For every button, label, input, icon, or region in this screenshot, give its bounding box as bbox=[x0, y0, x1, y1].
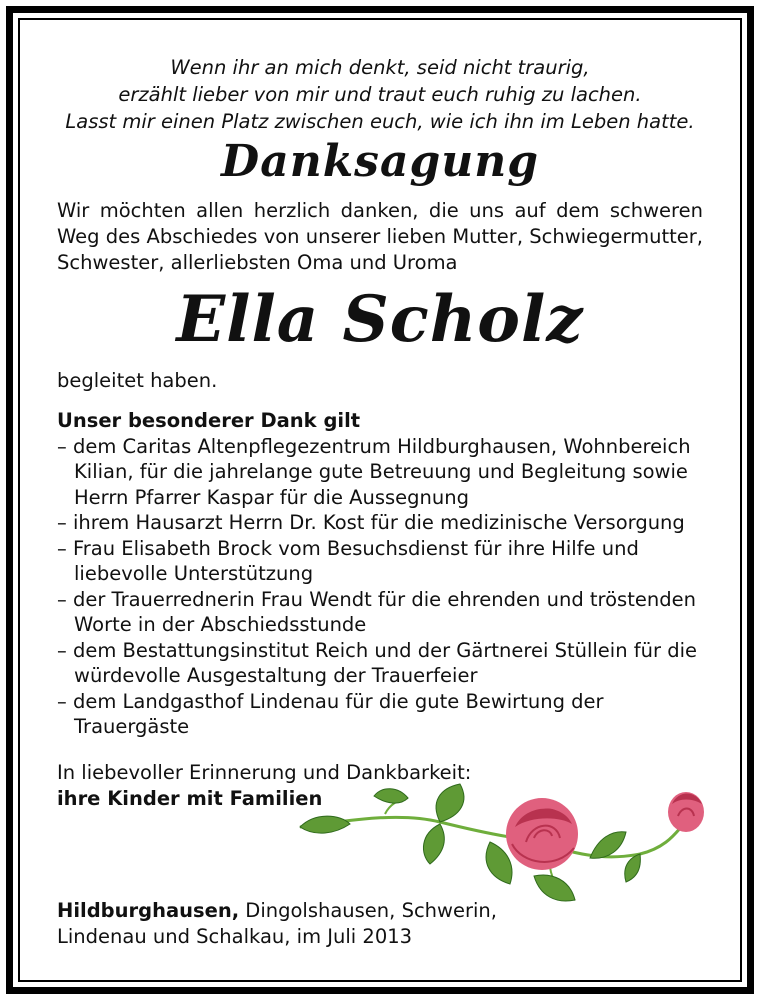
closing-family: ihre Kinder mit Familien bbox=[57, 787, 323, 810]
intro-line: Schwester, allerliebsten Oma und Uroma bbox=[57, 251, 458, 274]
thanks-lead: Unser besonderer Dank gilt bbox=[57, 409, 361, 432]
place-bold: Hildburghausen, bbox=[57, 899, 240, 922]
thanks-item: – dem Bestattungsinstitut Reich und der Gärtnerei Stüllein für die würdevolle Ausgestaltung der Trauerfeier bbox=[57, 638, 697, 687]
small-rose bbox=[668, 792, 704, 832]
deceased-name: Ella Scholz bbox=[176, 282, 584, 357]
thanks-item: – ihrem Hausarzt Herrn Dr. Kost für die medizinische Versorgung bbox=[57, 511, 685, 534]
heading: Danksagung bbox=[221, 136, 539, 187]
place-date bbox=[57, 898, 497, 950]
thanks-list bbox=[57, 434, 703, 740]
place-line-2: Lindenau und Schalkau, im Juli 2013 bbox=[57, 925, 413, 948]
poem bbox=[40, 54, 720, 135]
large-rose bbox=[506, 798, 578, 870]
thanks-item: – der Trauerrednerin Frau Wendt für die ehrenden und tröstenden Worte in der Abschiedsstunde bbox=[57, 587, 696, 636]
closing-line: In liebevoller Erinnerung und Dankbarkeit: bbox=[57, 761, 472, 784]
thanks-section bbox=[57, 408, 703, 740]
place-line-1 bbox=[57, 898, 497, 924]
poem-line: Lasst mir einen Platz zwischen euch, wie ich ihn im Leben hatte. bbox=[65, 110, 695, 133]
thanks-item: – dem Landgasthof Lindenau für die gute Bewirtung der Trauergäste bbox=[57, 689, 604, 738]
leaves bbox=[300, 784, 640, 901]
intro-text bbox=[57, 198, 703, 276]
thanks-item: – dem Caritas Altenpflegezentrum Hildburghausen, Wohnbereich Kilian, für die jahrelange gute Betreuung und Begleitung sowie Herrn Pfarrer Kaspar für die Aussegnung bbox=[57, 434, 691, 509]
place-rest: Dingolshausen, Schwerin, bbox=[239, 899, 497, 922]
thanks-item: – Frau Elisabeth Brock vom Besuchsdienst für ihre Hilfe und liebevolle Unterstützung bbox=[57, 536, 639, 585]
after-name-text: begleitet haben. bbox=[57, 369, 218, 392]
intro-line: Wir möchten allen herzlich danken, die uns auf dem schweren bbox=[57, 199, 703, 222]
poem-line: Wenn ihr an mich denkt, seid nicht traurig, bbox=[170, 56, 590, 79]
poem-line: erzählt lieber von mir und traut euch ruhig zu lachen. bbox=[118, 83, 642, 106]
intro-line: Weg des Abschiedes von unserer lieben Mutter, Schwiegermutter, bbox=[57, 225, 703, 248]
